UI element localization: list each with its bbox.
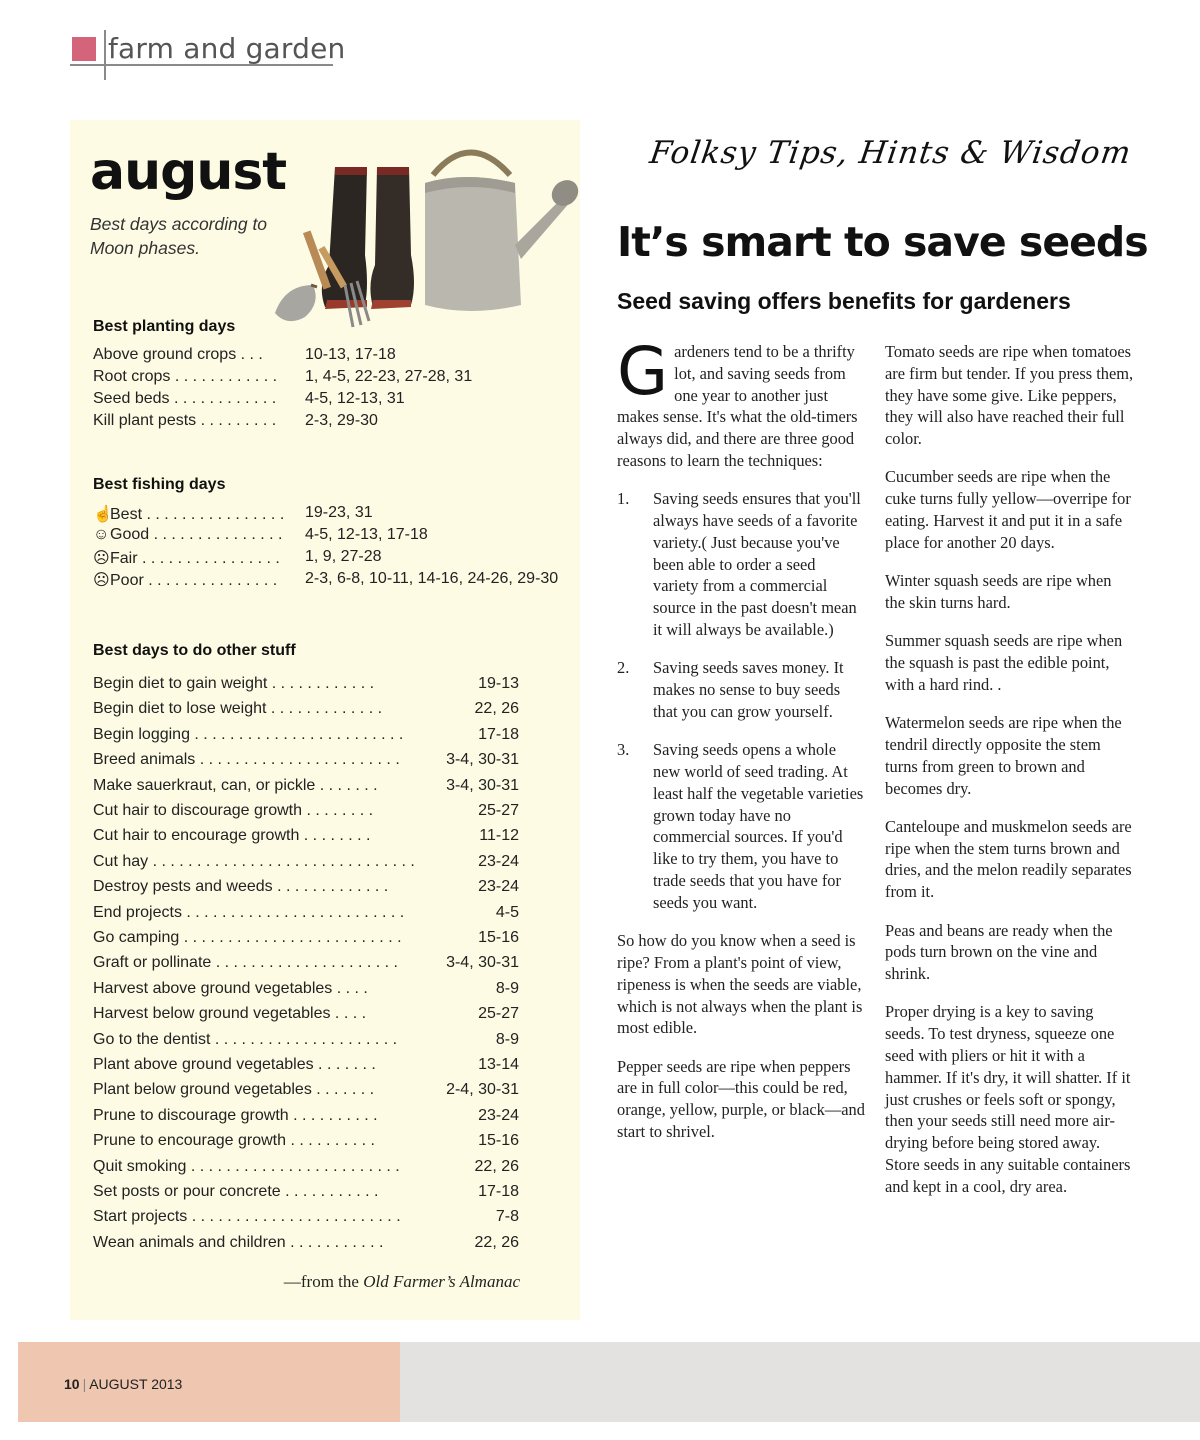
other-row — [93, 878, 519, 900]
row-label: Make sauerkraut, can, or pickle . . . . . . . — [93, 776, 378, 794]
page-number: 10 — [64, 1376, 80, 1392]
other-row — [93, 675, 519, 697]
footer-band-right — [400, 1342, 1200, 1422]
row-value: 17-18 — [478, 1183, 519, 1200]
article-paragraph: Pepper seeds are ripe when peppers are in full color—this could be red, orange, yellow, purple, or black—and start to shrivel. — [617, 1056, 865, 1141]
row-value: 7-8 — [495, 1208, 519, 1226]
article-paragraph: Winter squash seeds are ripe when the skin turns hard. — [885, 571, 1112, 612]
other-row — [93, 1208, 519, 1230]
row-label: Seed beds . . . . . . . . . . . . — [93, 390, 277, 407]
fishing-rating-icon: ☹ — [93, 572, 110, 589]
row-label: Begin logging . . . . . . . . . . . . . . . . . . . . . . . . — [93, 725, 404, 743]
row-value: 8-9 — [495, 979, 519, 997]
list-number: 2. — [617, 658, 630, 678]
row-value: 3-4, 30-31 — [446, 954, 519, 972]
row-label: Destroy pests and weeds . . . . . . . . . . . . . — [93, 878, 389, 896]
row-label: Cut hair to discourage growth . . . . . . . . — [93, 802, 374, 819]
other-row — [93, 929, 519, 951]
row-label: Harvest below ground vegetables . . . . — [93, 1005, 367, 1023]
almanac-month: august — [90, 142, 287, 202]
list-item — [617, 739, 865, 913]
row-value: 4-5 — [495, 903, 519, 921]
fishing-row — [93, 548, 553, 570]
row-value: 10-13, 17-18 — [305, 346, 396, 363]
row-label: Wean animals and children . . . . . . . . . . . — [93, 1233, 384, 1251]
other-row — [93, 726, 519, 748]
trowel-icon — [275, 230, 331, 321]
row-label: Prune to discourage growth . . . . . . . . . . — [93, 1106, 378, 1124]
row-label: Good . . . . . . . . . . . . . . . — [110, 526, 283, 543]
row-label: Cut hair to encourage growth . . . . . . . . — [93, 827, 371, 845]
row-value: 4-5, 12-13, 31 — [305, 390, 405, 407]
other-row — [93, 1183, 519, 1205]
row-label: Harvest above ground vegetables . . . . — [93, 979, 368, 997]
list-number: 1. — [617, 489, 630, 509]
other-row — [93, 954, 519, 976]
row-label: Start projects . . . . . . . . . . . . . . . . . . . . . . . . — [93, 1208, 401, 1226]
article-deck: Seed saving offers benefits for gardeners — [617, 288, 1071, 314]
row-value: 23-24 — [478, 1106, 519, 1124]
row-value: 15-16 — [478, 1132, 519, 1150]
list-item — [617, 488, 865, 641]
other-row — [93, 700, 519, 722]
section-divider-vertical — [104, 30, 106, 80]
row-value: 22, 26 — [474, 1233, 519, 1251]
list-text: Saving seeds opens a whole new world of seed trading. At least half the vegetable varieties grown today have no commercial sources. If you'd like to try them, you have to trade seeds that you have for seeds you want. — [653, 740, 864, 912]
other-heading: Best days to do other stuff — [93, 642, 296, 659]
other-row — [93, 802, 519, 824]
article-column-1 — [617, 333, 865, 1159]
fishing-row — [93, 570, 559, 592]
row-label: Above ground crops . . . — [93, 346, 263, 363]
other-row — [93, 1005, 519, 1027]
almanac-subtitle: Best days according to Moon phases. — [90, 214, 268, 258]
rubber-boots-icon — [322, 167, 414, 309]
row-label: Graft or pollinate . . . . . . . . . . . . . . . . . . . . . — [93, 954, 398, 972]
fishing-rating-icon: ☝ — [93, 506, 113, 523]
row-value: 11-12 — [479, 827, 519, 845]
row-label: Plant above ground vegetables . . . . . . . — [93, 1056, 376, 1073]
other-row — [93, 777, 519, 799]
row-value: 23-24 — [478, 878, 519, 896]
list-text: Saving seeds saves money. It makes no sense to buy seeds that you can grow yourself. — [653, 658, 844, 721]
row-value: 3-4, 30-31 — [446, 776, 519, 794]
row-value: 8-9 — [495, 1030, 519, 1048]
article-paragraph: So how do you know when a seed is ripe? From a plant's point of view, ripeness is when the seeds are viable, which is not always when the plant is most edible. — [617, 931, 863, 1038]
other-row — [93, 1081, 519, 1103]
row-value: 17-18 — [478, 725, 519, 743]
row-value: 3-4, 30-31 — [446, 751, 519, 769]
article-headline: It’s smart to save seeds — [617, 218, 1148, 266]
row-value: 25-27 — [478, 802, 519, 819]
row-label: Begin diet to gain weight . . . . . . . . . . . . — [93, 675, 375, 692]
row-label: Go to the dentist . . . . . . . . . . . . . . . . . . . . . — [93, 1030, 398, 1048]
row-value: 19-23, 31 — [305, 504, 373, 521]
fishing-heading: Best fishing days — [93, 476, 226, 493]
row-label: Root crops . . . . . . . . . . . . — [93, 368, 278, 385]
row-value: 22, 26 — [474, 1157, 519, 1175]
almanac-panel — [70, 120, 580, 1320]
other-row — [93, 1031, 519, 1053]
other-row — [93, 1107, 519, 1129]
other-row — [93, 1056, 519, 1078]
list-number: 3. — [617, 740, 630, 760]
row-value: 2-4, 30-31 — [446, 1081, 519, 1099]
row-label: Go camping . . . . . . . . . . . . . . . . . . . . . . . . . — [93, 929, 402, 946]
drop-cap: G — [617, 333, 669, 410]
page-folio: 10 | AUGUST 2013 — [64, 1376, 183, 1392]
fishing-row — [93, 504, 553, 526]
row-value: 1, 9, 27-28 — [305, 548, 382, 565]
article-paragraph: Proper drying is a key to saving seeds. To test dryness, squeeze one seed with pliers or hit it with a hammer. If it's dry, it will shatter. If it just crushes or feels soft or spongy, then your seeds still need more air-drying before being stored away. Store seeds in any suitable containers and kept in a cool, dry area. — [885, 1002, 1131, 1196]
planting-row — [93, 346, 553, 368]
row-value: 2-3, 6-8, 10-11, 14-16, 24-26, 29-30 — [305, 570, 559, 587]
section-tag — [70, 30, 346, 80]
other-row — [93, 1132, 519, 1154]
planting-heading: Best planting days — [93, 318, 236, 335]
section-label: farm and garden — [108, 32, 346, 65]
row-value: 19-13 — [478, 675, 519, 692]
section-swatch — [72, 37, 96, 61]
row-value: 25-27 — [478, 1005, 519, 1023]
list-item — [617, 657, 865, 722]
almanac-attribution: —from the Old Farmer’s Almanac — [283, 1272, 520, 1291]
row-value: 2-3, 29-30 — [305, 412, 378, 429]
row-label: Best . . . . . . . . . . . . . . . . — [110, 506, 285, 523]
row-value: 1, 4-5, 22-23, 27-28, 31 — [305, 368, 473, 385]
garden-tools-illustration — [265, 135, 585, 335]
row-value: 15-16 — [478, 929, 519, 946]
article-paragraph: Watermelon seeds are ripe when the tendril directly opposite the stem turns from green to brown and becomes dry. — [885, 713, 1122, 798]
article-column-2 — [885, 341, 1135, 1214]
row-value: 22, 26 — [474, 700, 519, 718]
other-row — [93, 1234, 519, 1256]
article-paragraph: Peas and beans are ready when the pods turn brown on the vine and shrink. — [885, 920, 1113, 984]
article-paragraph: Summer squash seeds are ripe when the squash is past the edible point, with a hard rind. . — [885, 631, 1123, 694]
article-kicker: Folksy Tips, Hints & Wisdom — [647, 135, 1134, 171]
row-label: End projects . . . . . . . . . . . . . . . . . . . . . . . . . — [93, 903, 405, 921]
row-label: Set posts or pour concrete . . . . . . . . . . . — [93, 1183, 379, 1200]
row-value: 23-24 — [478, 852, 519, 870]
row-label: Plant below ground vegetables . . . . . . . — [93, 1081, 375, 1099]
other-row — [93, 980, 519, 1002]
article-paragraph: Cucumber seeds are ripe when the cuke turns fully yellow—overripe for eating. Harvest it and put it in a safe place for another 20 days. — [885, 467, 1131, 552]
row-value: 13-14 — [478, 1056, 519, 1073]
row-label: Poor . . . . . . . . . . . . . . . — [110, 572, 278, 589]
row-label: Kill plant pests . . . . . . . . . — [93, 412, 277, 429]
intro-paragraph: Gardeners tend to be a thrifty lot, and saving seeds from one year to another just makes sense. It's what the old-timers always did, and there are three good reasons to learn the techniques: — [617, 333, 858, 470]
row-label: Fair . . . . . . . . . . . . . . . . — [110, 550, 280, 567]
row-value: 4-5, 12-13, 17-18 — [305, 526, 428, 543]
watering-can-icon — [425, 153, 583, 312]
other-row — [93, 751, 519, 773]
row-label: Begin diet to lose weight . . . . . . . . . . . . . — [93, 700, 383, 718]
row-label: Breed animals . . . . . . . . . . . . . . . . . . . . . . . — [93, 751, 400, 769]
row-label: Quit smoking . . . . . . . . . . . . . . . . . . . . . . . . — [93, 1157, 400, 1175]
fishing-rating-icon: ☺ — [93, 526, 110, 543]
fishing-rating-icon: ☹ — [93, 550, 110, 567]
reasons-list — [617, 488, 865, 913]
planting-row — [93, 390, 553, 412]
fishing-row — [93, 526, 553, 548]
other-row — [93, 827, 519, 849]
row-label: Prune to encourage growth . . . . . . . . . . — [93, 1132, 375, 1150]
list-text: Saving seeds ensures that you'll always have seeds of a favorite variety.( Just because you've been able to order a seed variety from a commercial source in the past doesn't mean it will always be available.) — [653, 489, 861, 640]
other-row — [93, 853, 519, 875]
row-label: Cut hay . . . . . . . . . . . . . . . . . . . . . . . . . . . . . . — [93, 852, 415, 870]
issue-date: AUGUST 2013 — [89, 1376, 183, 1392]
other-row — [93, 904, 519, 926]
planting-row — [93, 412, 553, 434]
article-paragraph: Canteloupe and muskmelon seeds are ripe when the stem turns brown and dries, and the melon readily separates from it. — [885, 816, 1132, 902]
article-paragraph: Tomato seeds are ripe when tomatoes are firm but tender. If you press them, they have some give. Like peppers, they will also have reached their full color. — [885, 342, 1134, 449]
planting-row — [93, 368, 553, 390]
other-row — [93, 1158, 519, 1180]
